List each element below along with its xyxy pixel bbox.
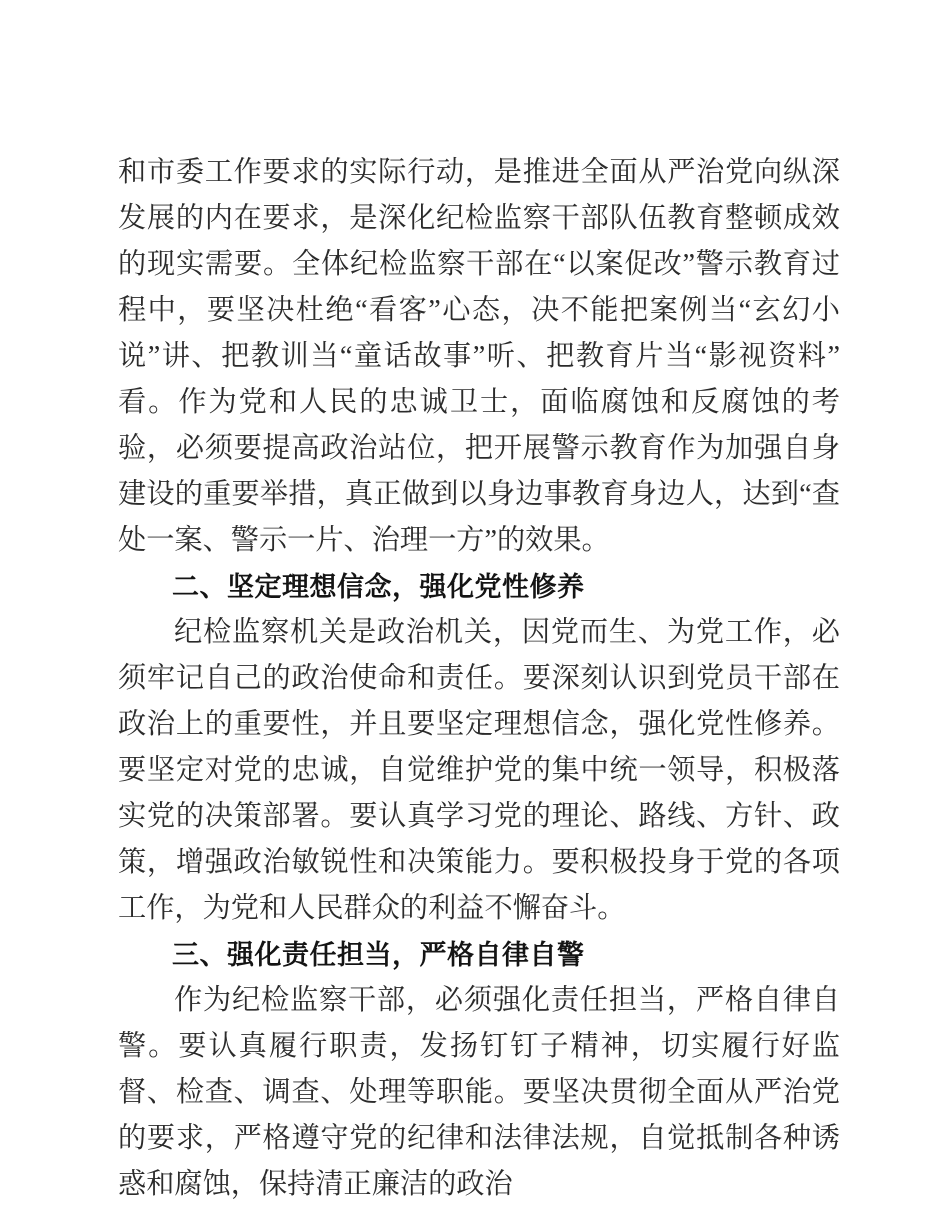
paragraph-continuation: 和市委工作要求的实际行动，是推进全面从严治党向纵深发展的内在要求，是深化纪检监察干部队伍教育整顿成效的现实需要。全体纪检监察干部在“以案促改”警示教育过程中，要坚决杜绝“看客”心态，决不能把案例当“玄幻小说”讲、把教训当“童话故事”听、把教育片当“影视资料”看。作为党和人民的忠诚卫士，面临腐蚀和反腐蚀的考验，必须要提高政治站位，把开展警示教育作为加强自身建设的重要举措，真正做到以身边事教育身边人，达到“查处一案、警示一片、治理一方”的效果。 bbox=[118, 157, 840, 556]
paragraph-section-two: 纪检监察机关是政治机关，因党而生、为党工作，必须牢记自己的政治使命和责任。要深刻认识到党员干部在政治上的重要性，并且要坚定理想信念，强化党性修养。要坚定对党的忠诚，自觉维护党的集中统一领导，积极落实党的决策部署。要认真学习党的理论、路线、方针、政策，增强政治敏锐性和决策能力。要积极投身于党的各项工作，为党和人民群众的利益不懈奋斗。 bbox=[118, 617, 840, 924]
paragraph-section-three: 作为纪检监察干部，必须强化责任担当，严格自律自警。要认真履行职责，发扬钉钉子精神，切实履行好监督、检查、调查、处理等职能。要坚决贯彻全面从严治党的要求，严格遵守党的纪律和法律法规，自觉抵制各种诱惑和腐蚀，保持清正廉洁的政治 bbox=[118, 985, 840, 1200]
section-heading-three: 三、强化责任担当，严格自律自警 bbox=[172, 940, 585, 970]
document-text-column bbox=[118, 150, 840, 1208]
section-heading-two: 二、坚定理想信念，强化党性修养 bbox=[172, 572, 585, 602]
